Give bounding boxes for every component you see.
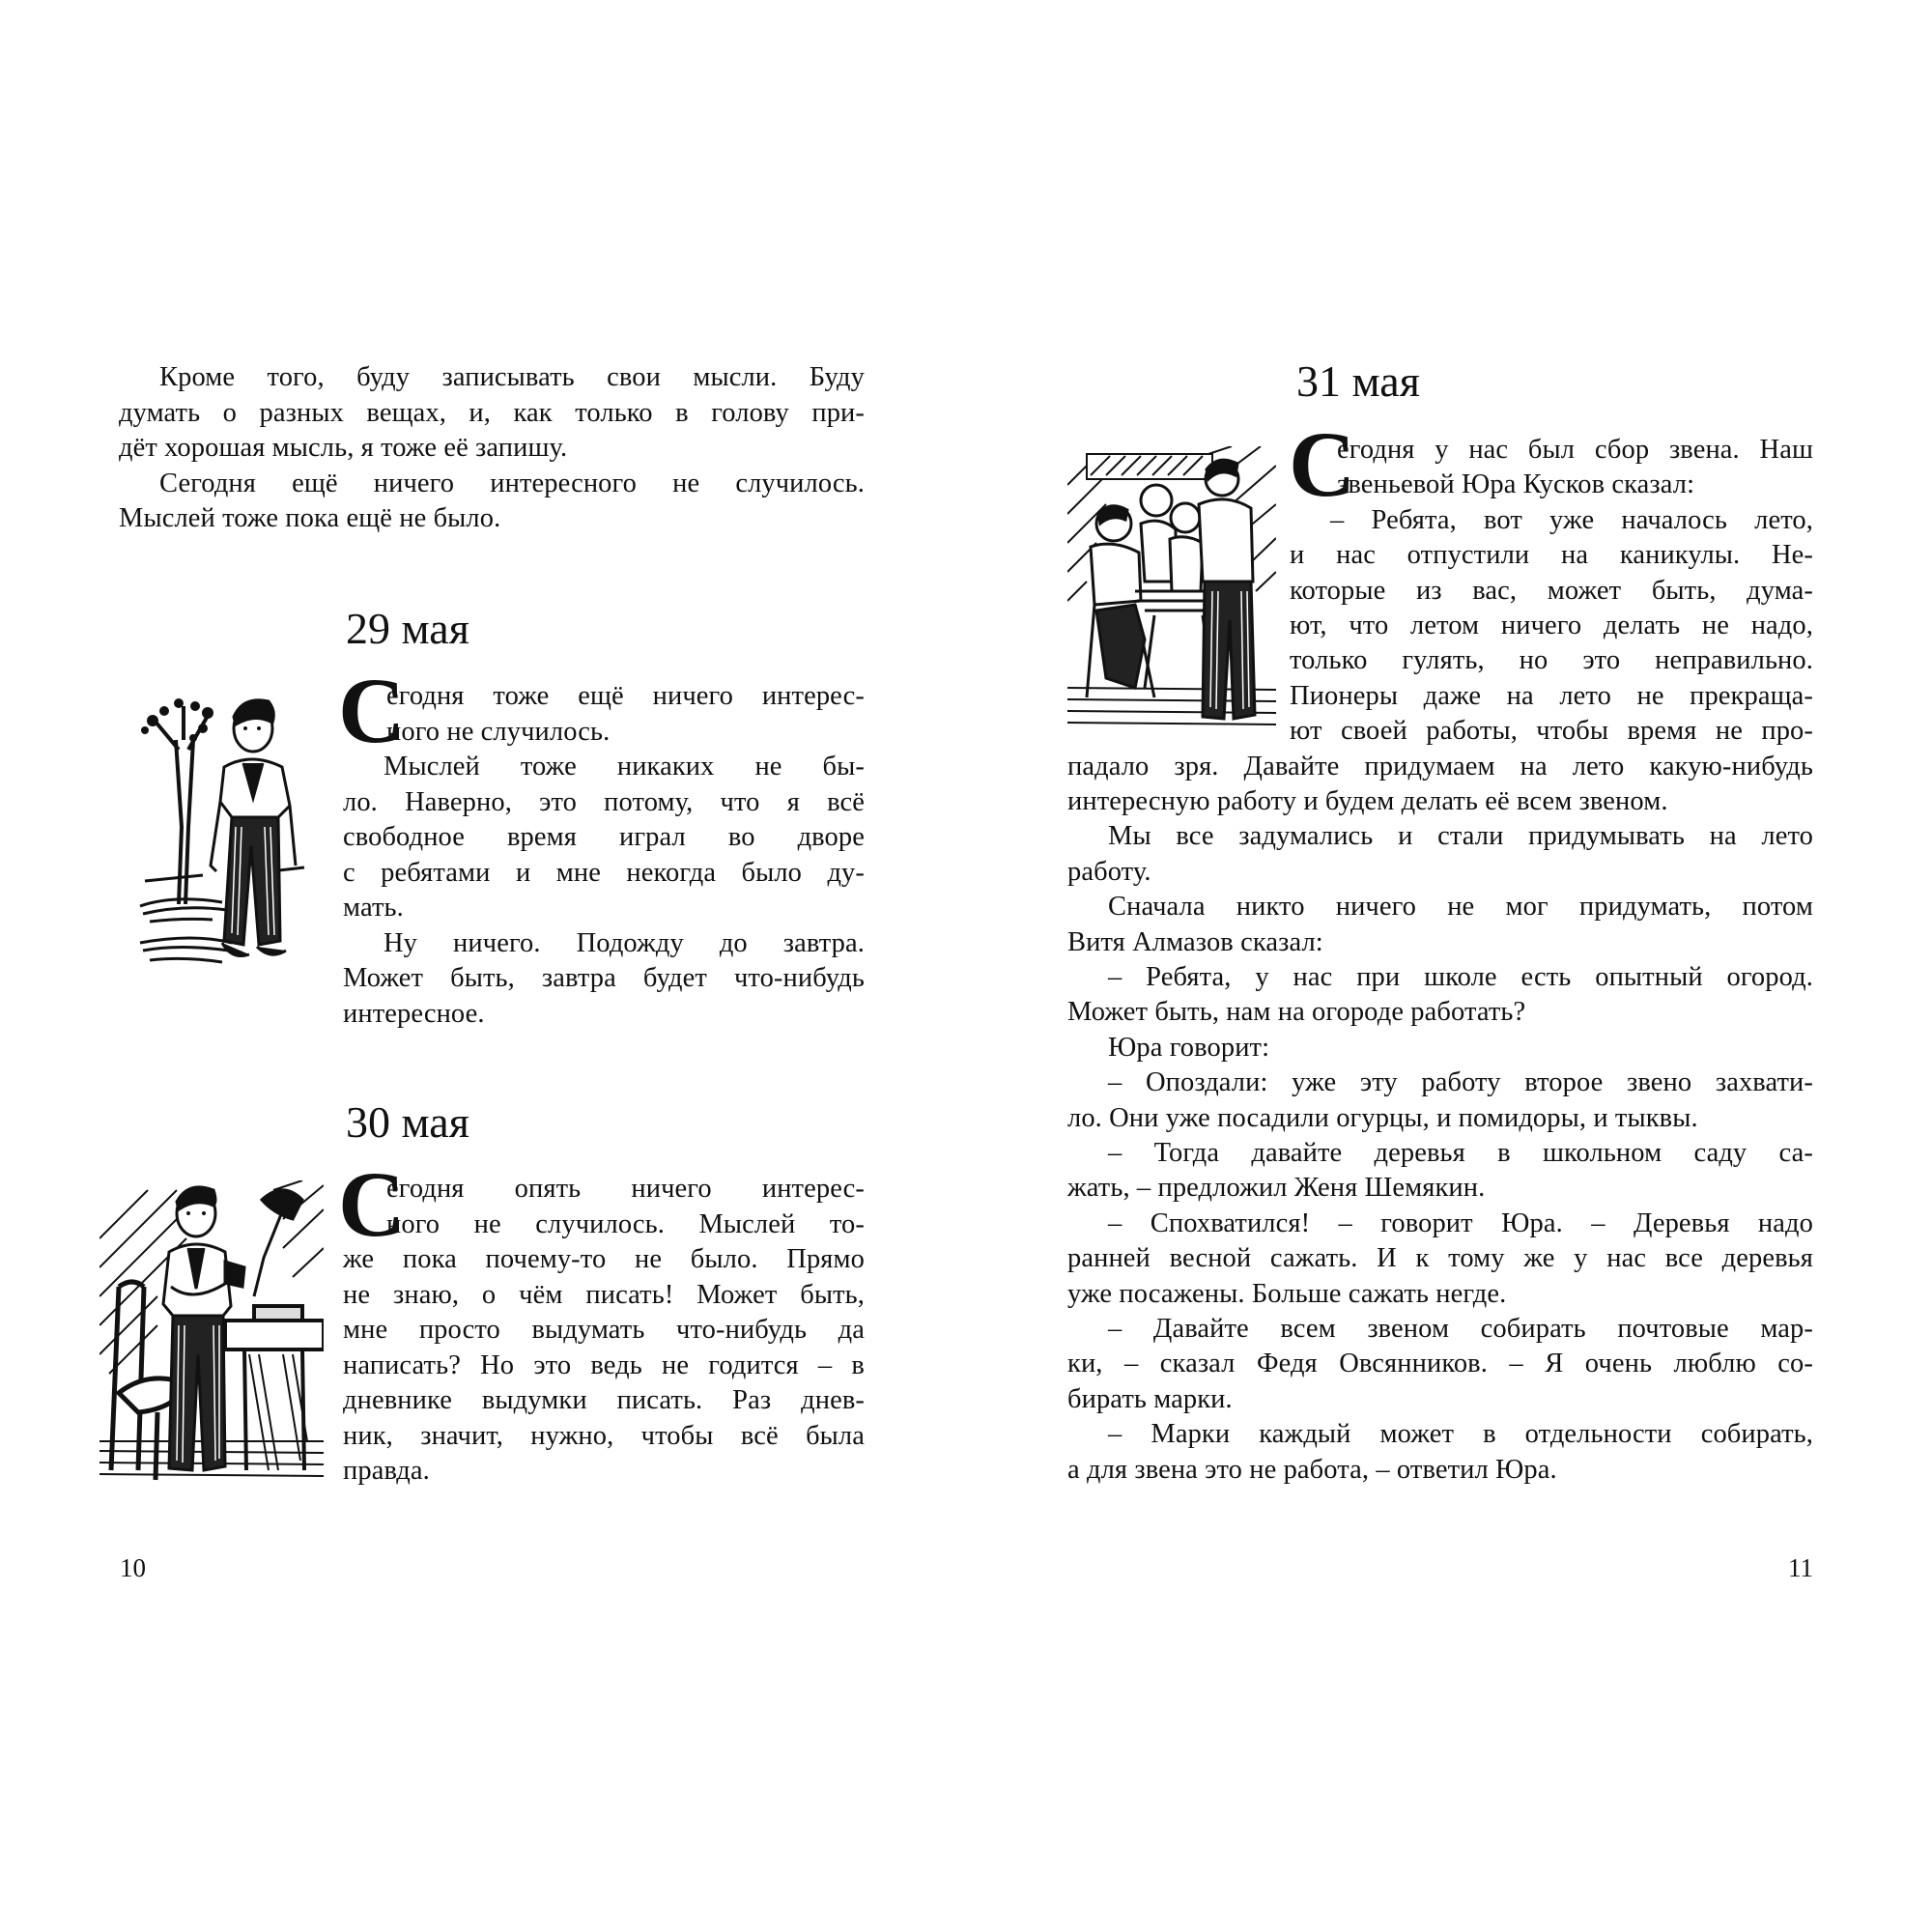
page-number-right: 11	[1788, 1553, 1813, 1582]
text-line: дневнике выдумки писать. Раз днев-	[343, 1385, 865, 1415]
text-line: мать.	[343, 893, 404, 923]
dropcap-31-may: С	[1289, 412, 1356, 516]
text-line: свободное время играл во дворе	[343, 822, 865, 852]
text-line: егодня у нас был сбор звена. Наш	[1337, 435, 1813, 465]
text-line: а для звена это не работа, – ответил Юра.	[1067, 1454, 1557, 1485]
pioneer-meeting-group-illustration	[1067, 446, 1276, 730]
text-line: – Давайте всем звеном собирать почтовые мар-	[1108, 1314, 1813, 1344]
text-line: думать о разных вещах, и, как только в голову при-	[119, 397, 865, 428]
text-line: ного не случилось. Мыслей то-	[386, 1208, 865, 1239]
text-line: ют, что летом ничего делать не надо,	[1290, 611, 1813, 640]
text-line: Сегодня ещё ничего интересного не случилось.	[159, 468, 865, 498]
text-line: Кроме того, буду записывать свои мысли. Буду	[159, 362, 865, 392]
text-line: ло. Они уже посадили огурцы, и помидоры, и тыквы.	[1067, 1102, 1698, 1133]
boy-walking-by-tree-illustration	[135, 682, 324, 972]
entry-heading-31-may: 31 мая	[1296, 356, 1420, 406]
text-line: правда.	[343, 1456, 430, 1486]
text-line: – Спохватился! – говорит Юра. – Деревья надо	[1108, 1208, 1813, 1238]
text-line: Мыслей тоже никаких не бы-	[384, 752, 865, 781]
text-line: Пионеры даже на лето не прекраща-	[1290, 680, 1813, 711]
dropcap-30-may: С	[338, 1152, 406, 1256]
text-line: работу.	[1067, 856, 1151, 887]
text-line: ют своей работы, чтобы время не про-	[1290, 716, 1813, 747]
text-line: ного не случилось.	[386, 716, 611, 747]
text-line: дёт хорошая мысль, я тоже её запишу.	[119, 433, 568, 464]
text-line: которые из вас, может быть, дума-	[1290, 575, 1813, 606]
text-line: Может быть, нам на огороде работать?	[1067, 997, 1526, 1028]
text-line: бирать марки.	[1067, 1383, 1233, 1414]
text-line: – Опоздали: уже эту работу второе звено захвати-	[1108, 1067, 1813, 1098]
text-line: интересное.	[343, 998, 485, 1029]
text-line: мне просто выдумать что-нибудь да	[343, 1315, 865, 1345]
text-line: – Ребята, вот уже началось лето,	[1330, 504, 1813, 535]
text-line: ранней весной сажать. И к тому же у нас все деревья	[1067, 1243, 1813, 1274]
text-line: с ребятами и мне некогда было ду-	[343, 857, 865, 888]
text-line: ник, значит, нужно, чтобы всё была	[343, 1420, 865, 1451]
boy-at-desk-icon	[99, 1180, 324, 1490]
text-line: Сначала никто ничего не мог придумать, потом	[1108, 892, 1813, 923]
text-line: интересную работу и будем делать её всем звеном.	[1067, 786, 1668, 816]
boy-walking-by-tree-icon	[135, 682, 324, 972]
text-line: ки, – сказал Федя Овсянников. – Я очень люблю со-	[1067, 1349, 1813, 1379]
text-line: написать? Но это ведь не годится – в	[343, 1350, 865, 1380]
text-line: Мыслей тоже пока ещё не было.	[119, 503, 501, 534]
text-line: звеньевой Юра Кусков сказал:	[1337, 469, 1695, 500]
text-line: егодня тоже ещё ничего интерес-	[386, 681, 865, 711]
text-line: Ну ничего. Подожду до завтра.	[384, 927, 865, 958]
dropcap-29-may: С	[338, 659, 406, 762]
pioneer-group-icon	[1067, 446, 1276, 730]
text-line: – Ребята, у нас при школе есть опытный огород.	[1108, 962, 1813, 992]
entry-heading-29-may: 29 мая	[346, 604, 469, 653]
text-line: егодня опять ничего интерес-	[386, 1174, 865, 1204]
text-line: – Тогда давайте деревья в школьном саду са-	[1108, 1138, 1813, 1168]
text-line: Витя Алмазов сказал:	[1067, 926, 1323, 957]
text-line: падало зря. Давайте придумаем на лето какую-нибудь	[1067, 751, 1813, 781]
text-line: только гулять, но это неправильно.	[1290, 645, 1813, 676]
boy-at-desk-with-lamp-illustration	[99, 1180, 324, 1490]
text-line: Может быть, завтра будет что-нибудь	[343, 963, 865, 993]
text-line: ло. Наверно, это потому, что я всё	[343, 786, 865, 817]
right-page	[966, 0, 1932, 1932]
text-line: Юра говорит:	[1108, 1032, 1270, 1063]
text-line: уже посажены. Больше сажать негде.	[1067, 1278, 1507, 1309]
text-line: не знаю, о чём писать! Может быть,	[343, 1279, 865, 1310]
text-line: же пока почему-то не было. Прямо	[343, 1244, 865, 1274]
text-line: Мы все задумались и стали придумывать на лето	[1108, 821, 1813, 852]
text-line: жать, – предложил Женя Шемякин.	[1067, 1173, 1486, 1204]
text-line: и нас отпустили на каникулы. Не-	[1290, 540, 1813, 571]
page-number-left: 10	[120, 1553, 146, 1582]
entry-heading-30-may: 30 мая	[346, 1097, 469, 1147]
text-line: – Марки каждый может в отдельности собирать,	[1108, 1419, 1813, 1450]
